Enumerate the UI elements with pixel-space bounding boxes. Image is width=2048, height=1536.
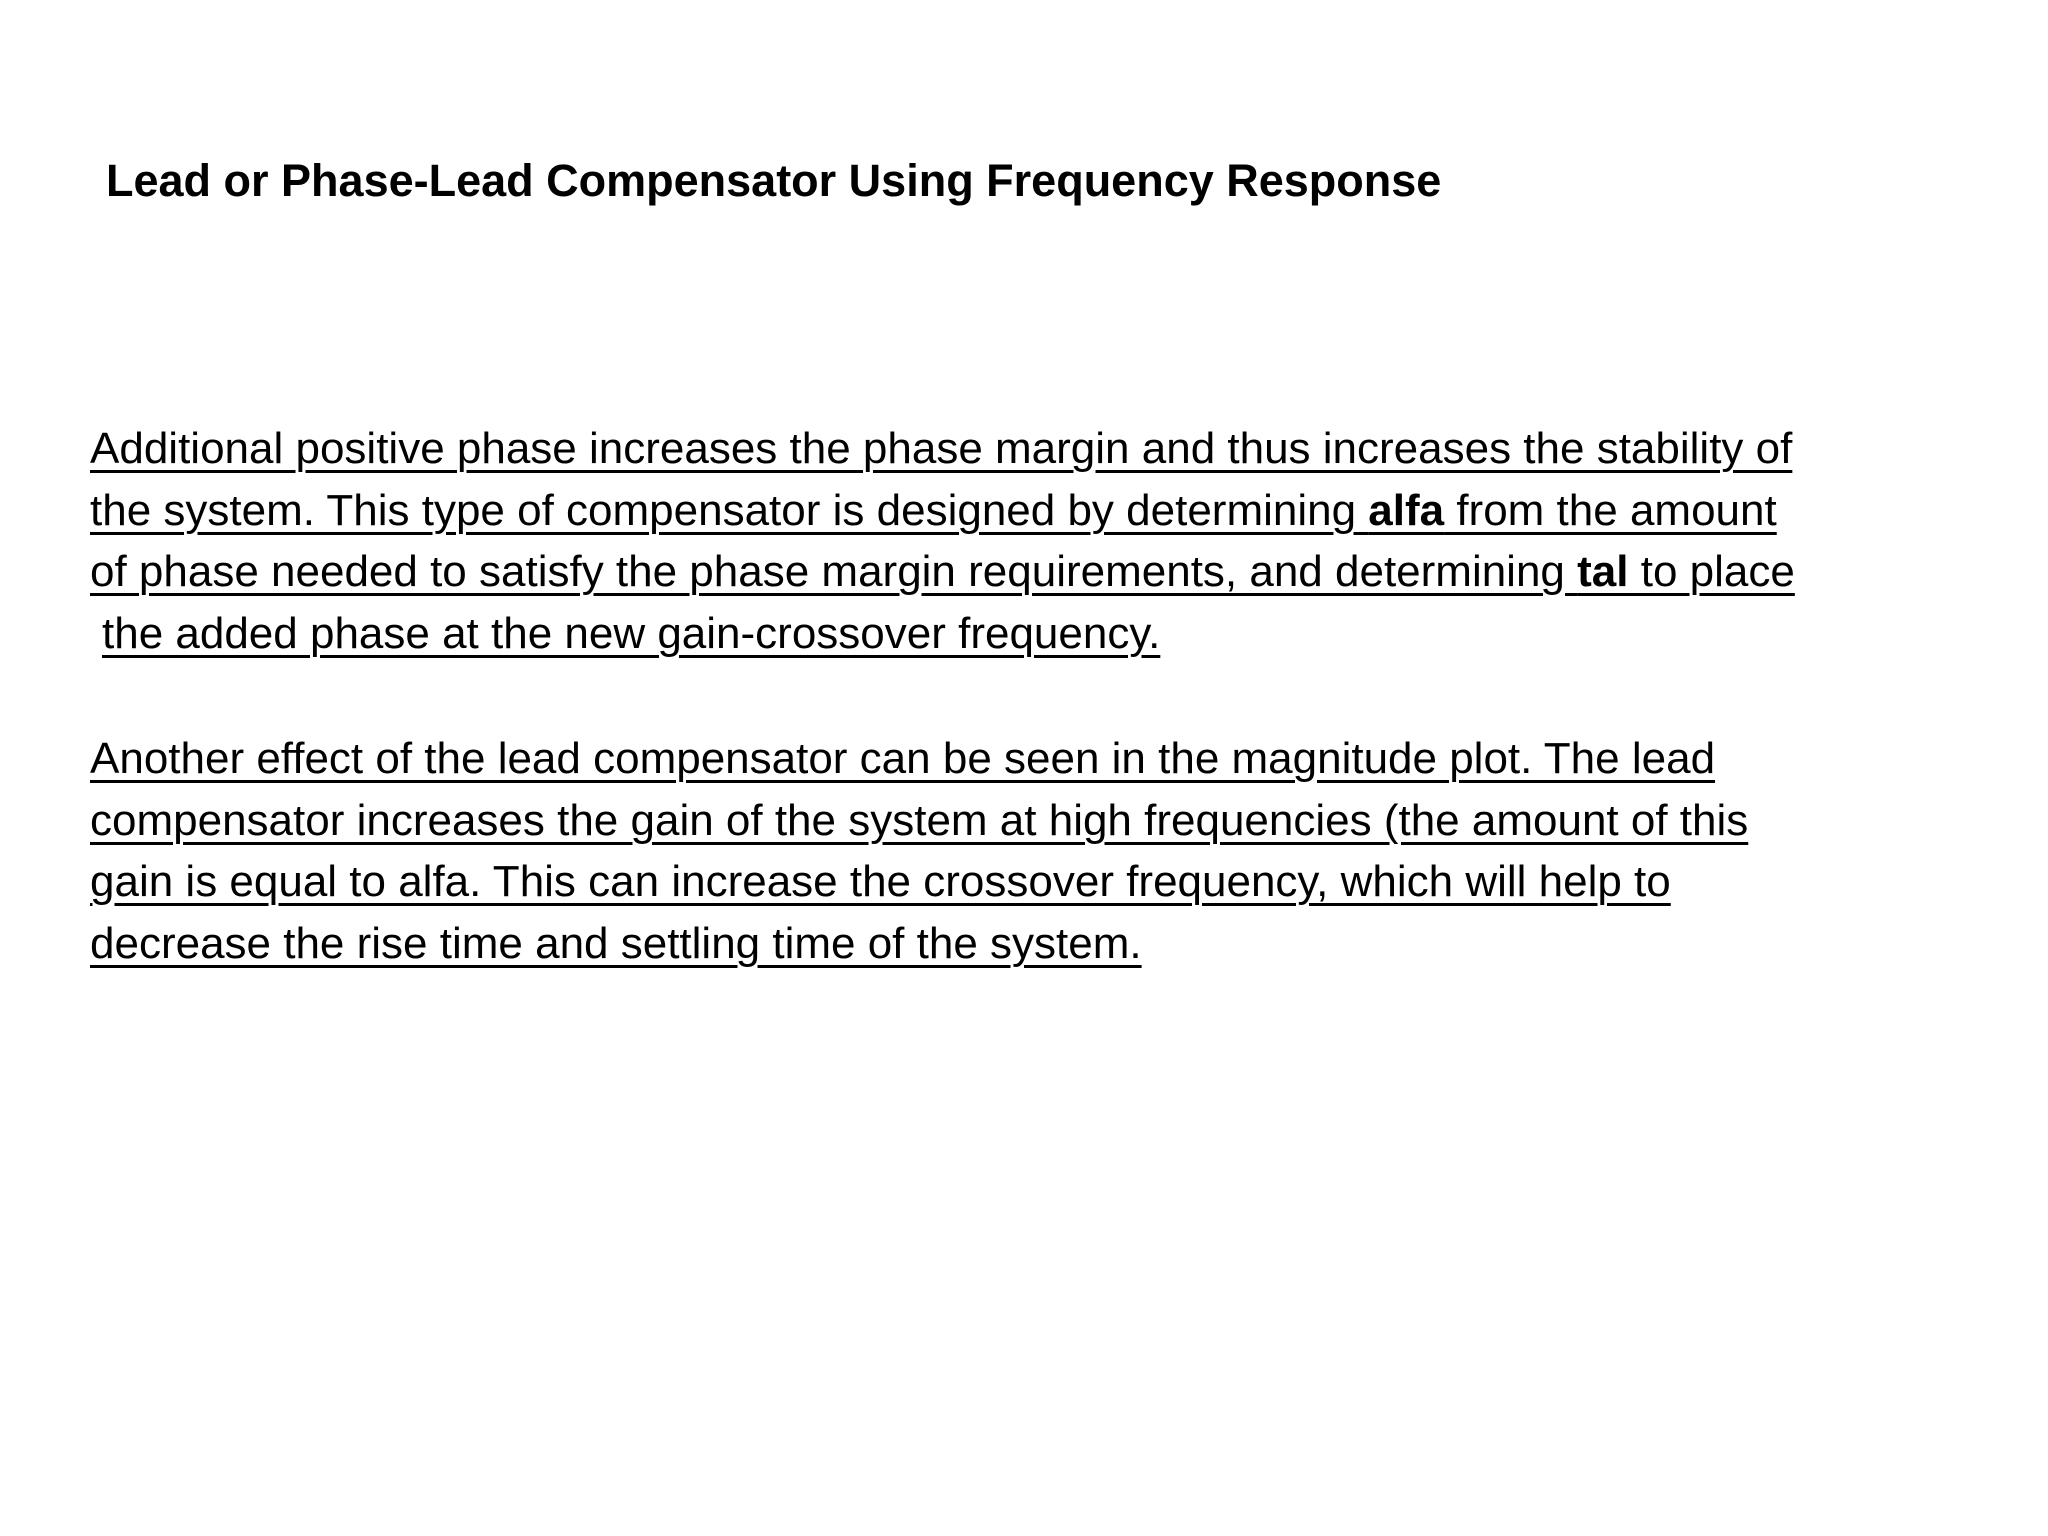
slide-title: Lead or Phase-Lead Compensator Using Frequency Response bbox=[106, 155, 1442, 206]
paragraph2-line3: gain is equal to alfa. This can increase the crossover frequency, which will help to bbox=[90, 857, 1671, 906]
paragraph1-line3-text-a: of phase needed to satisfy the phase margin requirements, and determining bbox=[90, 547, 1578, 596]
alfa-term: alfa bbox=[1368, 485, 1445, 535]
paragraph1-line2 bbox=[90, 480, 1795, 542]
paragraph1-line2-text-b: from the amount bbox=[1444, 485, 1777, 535]
paragraph1-line2-text-a: the system. This type of compensator is designed by determining bbox=[90, 485, 1369, 535]
paragraph2-line1: Another effect of the lead compensator can be seen in the magnitude plot. The lead bbox=[90, 734, 1716, 783]
paragraph2-line2: compensator increases the gain of the system at high frequencies (the amount of this bbox=[90, 795, 1749, 845]
paragraph1-line4: the added phase at the new gain-crossover frequency. bbox=[102, 608, 1161, 658]
tal-term: tal bbox=[1577, 547, 1629, 596]
paragraph1-line3-text-b: to place bbox=[1628, 547, 1795, 596]
paragraph1-line1: Additional positive phase increases the phase margin and thus increases the stability of bbox=[90, 424, 1793, 473]
paragraph-phase-margin bbox=[90, 418, 1795, 664]
paragraph1-line3 bbox=[90, 541, 1795, 603]
paragraph2-line4: decrease the rise time and settling time of the system. bbox=[90, 918, 1142, 968]
paragraph-magnitude-effect bbox=[90, 728, 1748, 974]
